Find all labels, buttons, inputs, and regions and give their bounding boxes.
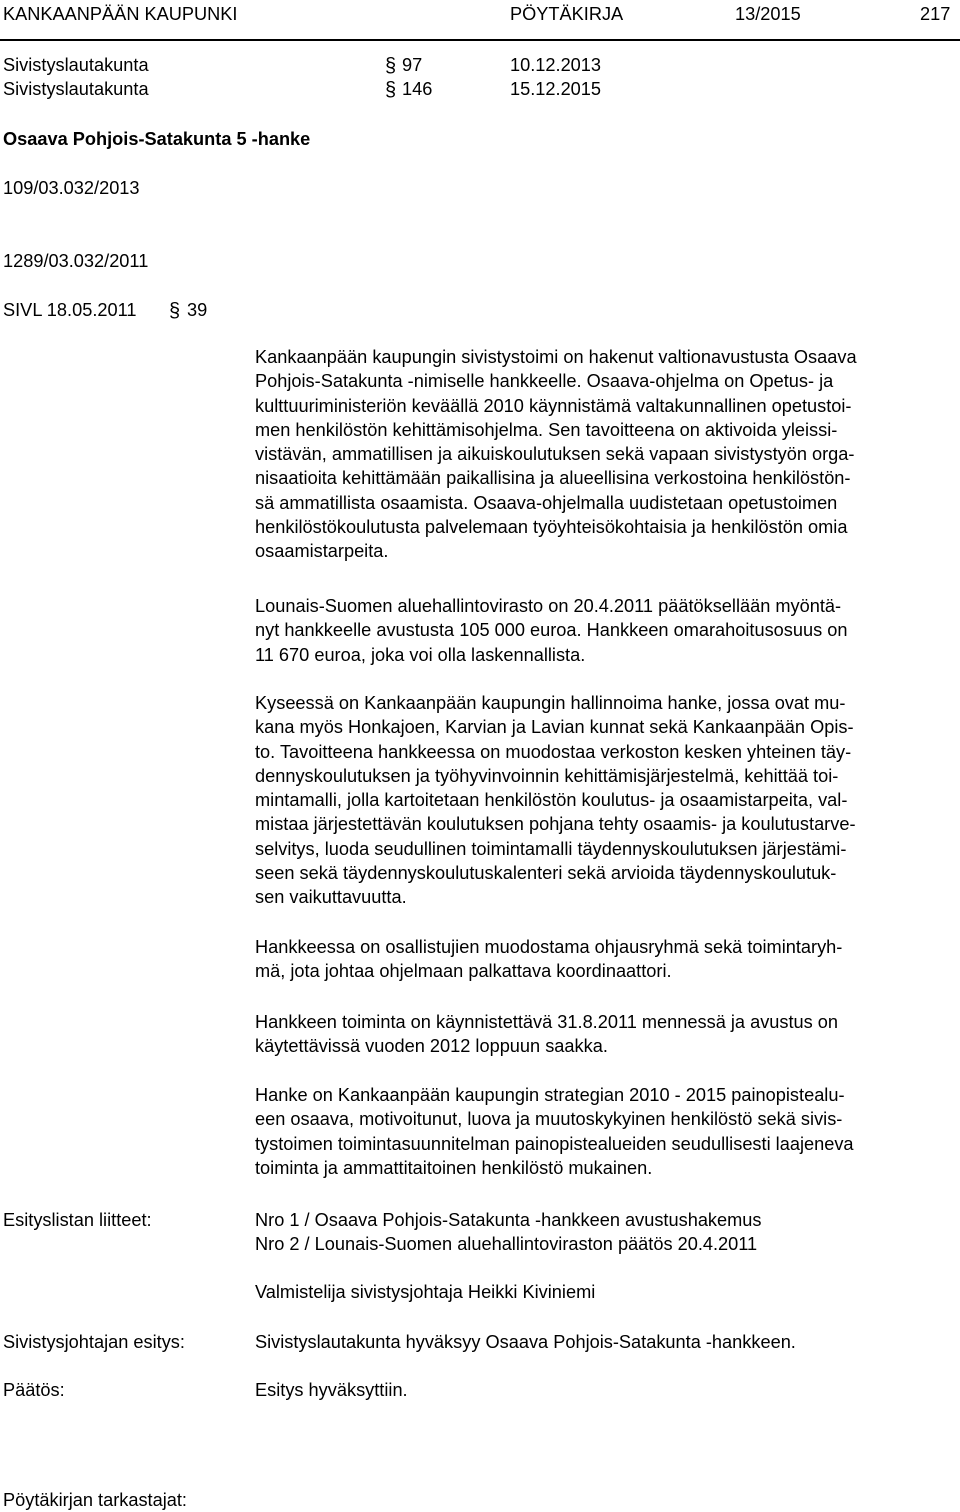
- text-line: seen sekä täydennyskoulutuskalenteri sekä arvioida täydennyskoulutuk-: [255, 863, 837, 884]
- meeting-date-2: 15.12.2015: [510, 79, 602, 99]
- reference-3-section: 39: [187, 300, 208, 320]
- meeting-section-1: 97: [402, 55, 423, 75]
- meeting-date-1: 10.12.2013: [510, 55, 602, 75]
- text-line: selvitys, luoda seudullinen toimintamalli täydennyskoulutuksen järjestämi-: [255, 838, 847, 859]
- body-paragraph-2: [255, 594, 950, 667]
- proposal-text: [255, 1330, 950, 1354]
- preparer-text: Valmistelija sivistysjohtaja Heikki Kiviniemi: [255, 1282, 596, 1302]
- reference-3-prefix: SIVL 18.05.2011: [3, 300, 137, 320]
- text-line: kana myös Honkajoen, Karvian ja Lavian kunnat sekä Kankaanpään Opis-: [255, 717, 854, 738]
- text-line: Lounais-Suomen aluehallintovirasto on 20.4.2011 päätöksellään myöntä-: [255, 596, 842, 616]
- header-divider: [0, 39, 960, 41]
- text-line: mistaa järjestettävän koulutuksen pohjana tehty osaamis- ja koulutustarve-: [255, 814, 856, 835]
- header-page-number: 217: [920, 4, 951, 24]
- text-line: Hankkeessa on osallistujien muodostama ohjausryhmä sekä toimintaryh-: [255, 937, 843, 957]
- text-line: mintamalli, jolla kartoitetaan henkilöstön koulutus- ja osaamistarpeita, val-: [255, 790, 848, 811]
- text-line: sen vaikuttavuutta.: [255, 887, 407, 908]
- text-line: men henkilöstön kehittämisohjelma. Sen tavoitteena on aktivoida yleissi-: [255, 419, 838, 440]
- text-line: 11 670 euroa, joka voi olla laskennallista.: [255, 644, 586, 665]
- body-paragraph-6: [255, 1083, 950, 1180]
- text-line: sä ammatillista osaamista. Osaava-ohjelmalla uudistetaan opetustoimen: [255, 492, 838, 513]
- decision-label: Päätös:: [3, 1380, 65, 1400]
- text-line: nyt hankkeelle avustusta 105 000 euroa. Hankkeen omarahoitusosuus on: [255, 620, 848, 641]
- body-paragraph-1: [255, 345, 950, 564]
- text-line: dennyskoulutuksen ja työhyvinvoinnin kehittämisjärjestelmä, kehittää toi-: [255, 765, 839, 786]
- reference-1: 109/03.032/2013: [3, 178, 140, 198]
- decision-text: [255, 1378, 950, 1402]
- text-line: een osaava, motivoitunut, luova ja muutoskykyinen henkilöstö sekä sivis-: [255, 1109, 843, 1130]
- text-line: osaamistarpeita.: [255, 541, 389, 562]
- text-line: tystoimen toimintasuunnitelman painopistealueiden seudullisesti laajeneva: [255, 1133, 854, 1154]
- meeting-section-2: 146: [402, 79, 433, 99]
- preparer-line: [255, 1280, 950, 1304]
- header-doc-type: PÖYTÄKIRJA: [510, 4, 624, 24]
- text-line: Pohjois-Satakunta -nimiselle hankkeelle. Osaava-ohjelma on Opetus- ja: [255, 371, 834, 392]
- section-sign-icon: [385, 79, 396, 101]
- text-line: mä, jota johtaa ohjelmaan palkattava koordinaattori.: [255, 961, 672, 982]
- text-line: Kankaanpään kaupungin sivistystoimi on hakenut valtionavustusta Osaava: [255, 347, 857, 367]
- attachments-list: [255, 1208, 950, 1257]
- proposal-text-line: Sivistyslautakunta hyväksyy Osaava Pohjois-Satakunta -hankkeen.: [255, 1332, 796, 1352]
- meeting-body-1: Sivistyslautakunta: [3, 55, 149, 75]
- text-line: toiminta ja ammattitaitoinen henkilöstö mukainen.: [255, 1157, 653, 1178]
- text-line: henkilöstökoulutusta palvelemaan työyhteisökohtaisia ja henkilöstön omia: [255, 517, 848, 538]
- checkers-label: Pöytäkirjan tarkastajat:: [3, 1490, 187, 1510]
- header-municipality: KANKAANPÄÄN KAUPUNKI: [3, 4, 238, 24]
- text-line: Hankkeen toiminta on käynnistettävä 31.8.2011 mennessä ja avustus on: [255, 1012, 839, 1032]
- attachment-item: Nro 2 / Lounais-Suomen aluehallintoviraston päätös 20.4.2011: [255, 1234, 758, 1255]
- header-doc-number: 13/2015: [735, 4, 801, 24]
- section-sign-icon: [385, 55, 396, 77]
- text-line: to. Tavoitteena hankkeessa on muodostaa verkoston kesken yhteinen täy-: [255, 741, 852, 762]
- text-line: vistävän, ammatillisen ja aikuiskoulutuksen sekä vapaan sivistystyön orga-: [255, 444, 855, 465]
- attachment-item: Nro 1 / Osaava Pohjois-Satakunta -hankkeen avustushakemus: [255, 1210, 762, 1230]
- svg-text:§: §: [385, 55, 396, 77]
- body-paragraph-5: [255, 1010, 950, 1059]
- text-line: kulttuuriministeriön keväällä 2010 käynnistämä valtakunnallinen opetustoi-: [255, 395, 852, 416]
- decision-text-line: Esitys hyväksyttiin.: [255, 1380, 408, 1400]
- reference-2: 1289/03.032/2011: [3, 251, 149, 271]
- svg-text:§: §: [385, 79, 396, 101]
- attachments-label: Esityslistan liitteet:: [3, 1210, 152, 1230]
- body-paragraph-3: [255, 691, 950, 910]
- proposal-label: Sivistysjohtajan esitys:: [3, 1332, 185, 1352]
- text-line: nisaatioita kehittämään paikallisina ja alueellisina verkostoina henkilöstön-: [255, 468, 851, 489]
- meeting-body-2: Sivistyslautakunta: [3, 79, 149, 99]
- text-line: käytettävissä vuoden 2012 loppuun saakka.: [255, 1036, 608, 1057]
- svg-text:§: §: [169, 300, 180, 322]
- text-line: Hanke on Kankaanpään kaupungin strategian 2010 - 2015 painopistealu-: [255, 1085, 845, 1105]
- section-sign-icon: [169, 300, 180, 322]
- page-title: Osaava Pohjois-Satakunta 5 -hanke: [3, 129, 311, 149]
- text-line: Kyseessä on Kankaanpään kaupungin hallinnoima hanke, jossa ovat mu-: [255, 693, 846, 713]
- body-paragraph-4: [255, 935, 950, 984]
